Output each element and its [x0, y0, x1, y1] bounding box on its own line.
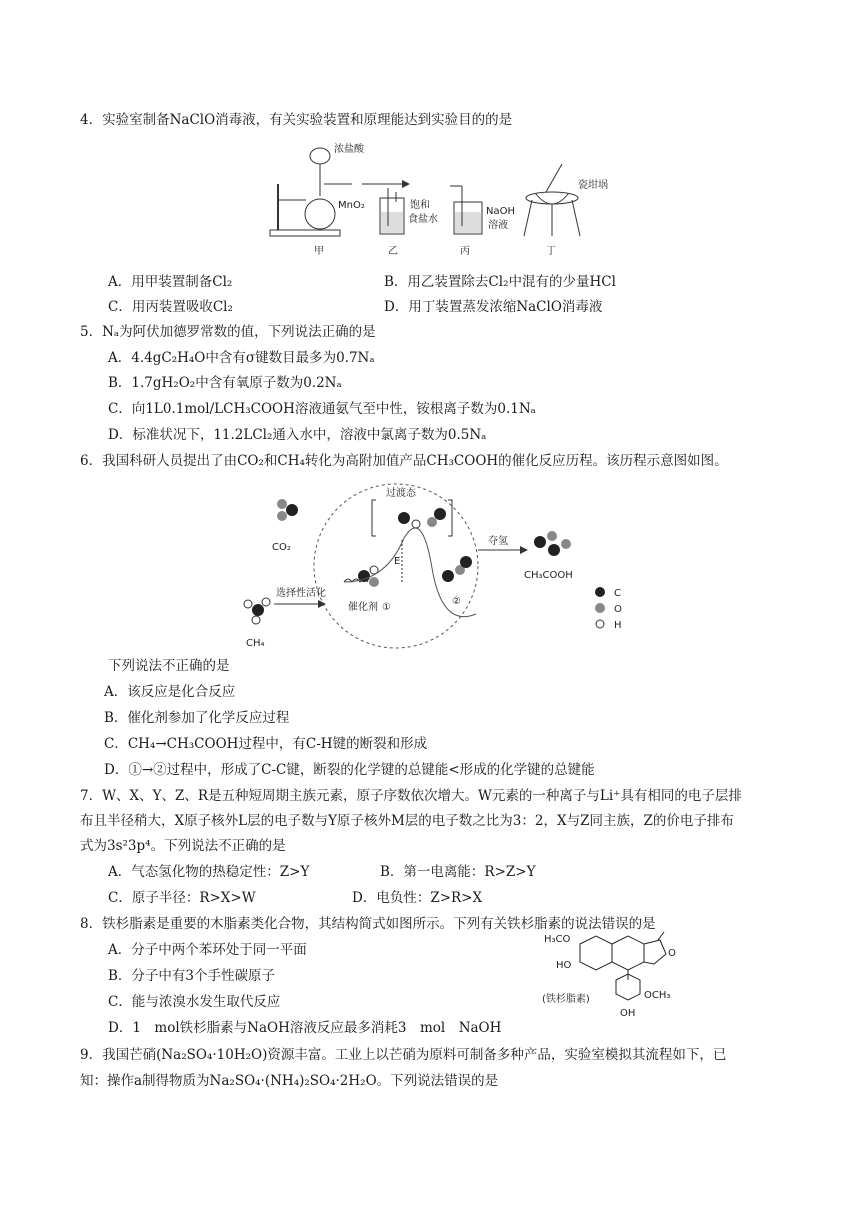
q7-line2: 布且半径稍大，X原子核外L层的电子数与Y原子核外M层的电子数之比为3：2，X与Z同主族，Z的价电子排布: [80, 813, 734, 829]
label-ch4: CH₄: [246, 638, 265, 649]
q8-stem: 8．铁杉脂素是重要的木脂素类化合物，其结构简式如图所示。下列有关铁杉脂素的说法错误的是: [80, 916, 656, 932]
q9-line2: 知：操作a制得物质为Na₂SO₄·(NH₄)₂SO₄·2H₂O。下列说法错误的是: [80, 1073, 499, 1089]
label-brine: 食盐水: [408, 214, 438, 225]
q4-option-c: C．用丙装置吸收Cl₂: [108, 299, 233, 315]
q6-option-d: D．①→②过程中，形成了C-C键，断裂的化学键的总键能<形成的化学键的总键能: [104, 762, 595, 778]
legend-h: H: [614, 620, 622, 631]
label-step2: ②: [452, 596, 461, 607]
q6-mechanism-figure: [236, 478, 656, 654]
q5-option-b: B．1.7gH₂O₂中含有氧原子数为0.2Nₐ: [108, 375, 342, 391]
q6-option-b: B．催化剂参加了化学反应过程: [104, 710, 290, 726]
label-h3co: H₃CO: [544, 934, 571, 945]
q8-option-a: A．分子中两个苯环处于同一平面: [108, 942, 307, 958]
label-step1: ①: [382, 602, 391, 613]
q6-sub: 下列说法不正确的是: [108, 658, 230, 674]
q8-option-c: C．能与浓溴水发生取代反应: [108, 994, 281, 1010]
label-energy: E: [394, 556, 401, 567]
q6-stem: 6．我国科研人员提出了由CO₂和CH₄转化为高附加值产品CH₃COOH的催化反应历程。该历程示意图如图。: [80, 453, 728, 469]
q4-option-d: D．用丁装置蒸发浓缩NaClO消毒液: [384, 299, 603, 315]
q8-structure-figure: [536, 930, 696, 1020]
q4-option-a: A．用甲装置制备Cl₂: [108, 274, 233, 290]
label-mno2: MnO₂: [338, 200, 365, 211]
label-naoh: NaOH: [486, 206, 515, 217]
q7-option-d: D．电负性：Z>R>X: [352, 890, 483, 906]
q4-option-b: B．用乙装置除去Cl₂中混有的少量HCl: [384, 274, 616, 290]
label-co2: CO₂: [272, 542, 291, 553]
label-product: CH₃COOH: [524, 570, 573, 581]
q5-option-c: C．向1L0.1mol/LCH₃COOH溶液通氨气至中性，铵根离子数为0.1Nₐ: [108, 401, 536, 417]
label-oh: OH: [620, 1008, 636, 1019]
q9-line1: 9．我国芒硝(Na₂SO₄·10H₂O)资源丰富。工业上以芒硝为原料可制备多种产品，实验室模拟其流程如下，已: [80, 1047, 727, 1063]
label-activate: 选择性活化: [276, 588, 326, 599]
label-jia: 甲: [314, 246, 324, 257]
q7-line3: 式为3s²3p⁴。下列说法不正确的是: [80, 838, 286, 854]
q5-option-d: D．标准状况下，11.2LCl₂通入水中，溶液中氯离子数为0.5Nₐ: [108, 427, 487, 443]
label-conc-hcl: 浓盐酸: [334, 144, 364, 155]
legend-c: C: [614, 588, 621, 599]
label-bing: 丙: [460, 246, 470, 257]
q5-stem: 5．Nₐ为阿伏加德罗常数的值，下列说法正确的是: [80, 324, 376, 340]
q8-option-b: B．分子中有3个手性碳原子: [108, 968, 276, 984]
label-yi: 乙: [388, 246, 398, 257]
q4-stem: 4．实验室制备NaClO消毒液，有关实验装置和原理能达到实验目的的是: [80, 112, 513, 128]
label-crucible: 瓷坩埚: [578, 180, 608, 191]
label-saturated: 饱和: [410, 200, 430, 211]
q6-option-a: A．该反应是化合反应: [104, 684, 236, 700]
q6-option-c: C．CH₄→CH₃COOH过程中，有C-H键的断裂和形成: [104, 736, 428, 752]
label-dehydrogenation: 夺氢: [488, 536, 508, 547]
label-och3: OCH₃: [644, 990, 671, 1001]
q8-option-d: D．1 mol铁杉脂素与NaOH溶液反应最多消耗3 mol NaOH: [108, 1020, 502, 1036]
q7-line1: 7．W、X、Y、Z、R是五种短周期主族元素，原子序数依次增大。W元素的一种离子与Li⁺具有相同的电子层排: [80, 788, 742, 804]
label-ring-o: O: [668, 948, 676, 959]
label-compound-name: (铁杉脂素): [542, 994, 590, 1005]
label-catalyst: 催化剂: [348, 602, 378, 613]
label-ding: 丁: [546, 246, 556, 257]
legend-o: O: [614, 604, 622, 615]
q4-apparatus-figure: [262, 136, 632, 260]
q7-option-c: C．原子半径：R>X>W: [108, 890, 256, 906]
label-transition-state: 过渡态: [386, 488, 416, 499]
label-ho: HO: [556, 960, 572, 971]
q7-option-a: A．气态氢化物的热稳定性：Z>Y: [108, 864, 310, 880]
q5-option-a: A．4.4gC₂H₄O中含有σ键数目最多为0.7Nₐ: [108, 350, 375, 366]
label-solution: 溶液: [488, 220, 508, 231]
q7-option-b: B．第一电离能：R>Z>Y: [380, 864, 536, 880]
